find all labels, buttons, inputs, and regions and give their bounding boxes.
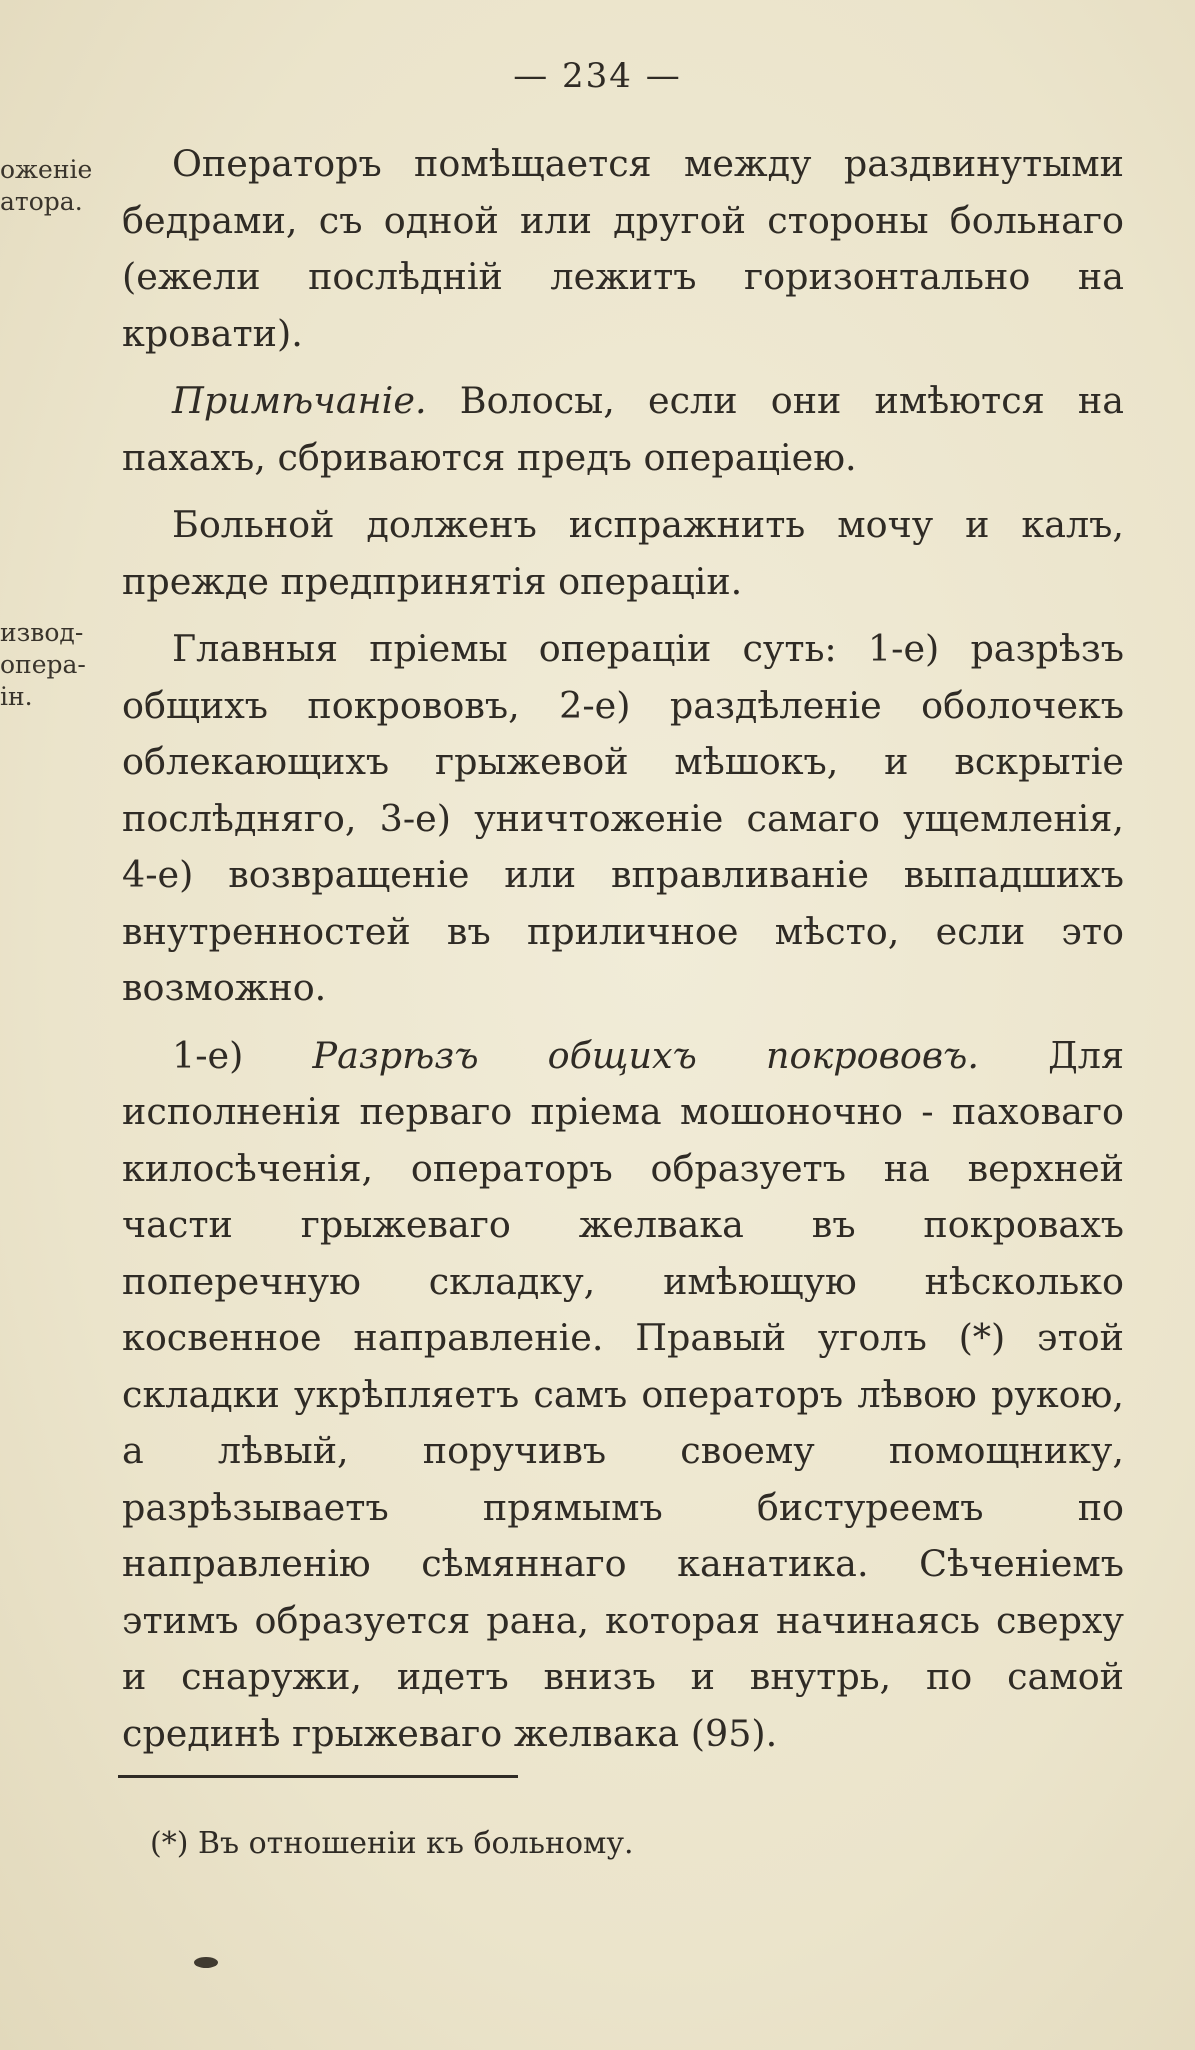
footnote-separator [118, 1775, 518, 1778]
paragraph [122, 497, 1124, 610]
margin-note-line: опера- [0, 650, 86, 679]
paragraph-text: Операторъ помѣщается между раздвинутыми бедрами, съ одной или другой стороны больнаго (ежели послѣдній лежитъ горизонтально на кровати). [122, 142, 1124, 355]
margin-note-line: оженіе [0, 155, 93, 184]
main-text [122, 136, 1124, 1762]
margin-note-line: ін. [0, 682, 33, 711]
section-heading: Разрѣзъ общихъ покрововъ. [312, 1033, 979, 1077]
margin-note-operator-position [0, 154, 100, 218]
page-number: — 234 — [513, 56, 682, 96]
paragraph-text: Для исполненія перваго пріема мошоночно - паховаго килосѣченія, операторъ образуетъ на верхней части грыжеваго желвака въ покровахъ поперечную складку, имѣющую нѣсколько косвенное направленіе. Правый уголъ (*) этой складки укрѣпляетъ самъ операторъ лѣвою рукою, а лѣвый, поручивъ своему помощнику, разрѣзываетъ прямымъ бистуреемъ по направленію сѣмяннаго канатика. Сѣченіемъ этимъ образуется рана, которая начинаясь сверху и снаружи, идетъ внизъ и внутрь, по самой срединѣ грыжеваго желвака (95). [122, 1033, 1124, 1755]
paragraph-text: Больной долженъ испражнить мочу и калъ, прежде предпринятія операціи. [122, 503, 1124, 603]
ink-spot [194, 1957, 218, 1968]
margin-note-line: извод- [0, 618, 84, 647]
section-number: 1-е) [172, 1033, 313, 1077]
paragraph-text: Главныя пріемы операціи суть: 1-е) разрѣзъ общихъ покрововъ, 2-е) раздѣленіе оболочекъ облекающихъ грыжевой мѣшокъ, и вскрытіе послѣдняго, 3-е) уничтоженіе самаго ущемленія, 4-е) возвращеніе или вправливаніе выпадшихъ внутренностей въ приличное мѣсто, если это возможно. [122, 627, 1124, 1009]
paragraph-note [122, 373, 1124, 486]
paragraph [122, 136, 1124, 362]
footnote: (*) Въ отношеніи къ больному. [150, 1826, 634, 1861]
paragraph-section [122, 1028, 1124, 1763]
paragraph-text: Волосы, если они имѣются на пахахъ, сбриваются предъ операціею. [122, 379, 1124, 479]
margin-note-operation-procedure [0, 617, 100, 713]
note-heading: Примѣчаніе. [172, 379, 427, 422]
paragraph [122, 621, 1124, 1017]
margin-note-line: атора. [0, 187, 83, 216]
